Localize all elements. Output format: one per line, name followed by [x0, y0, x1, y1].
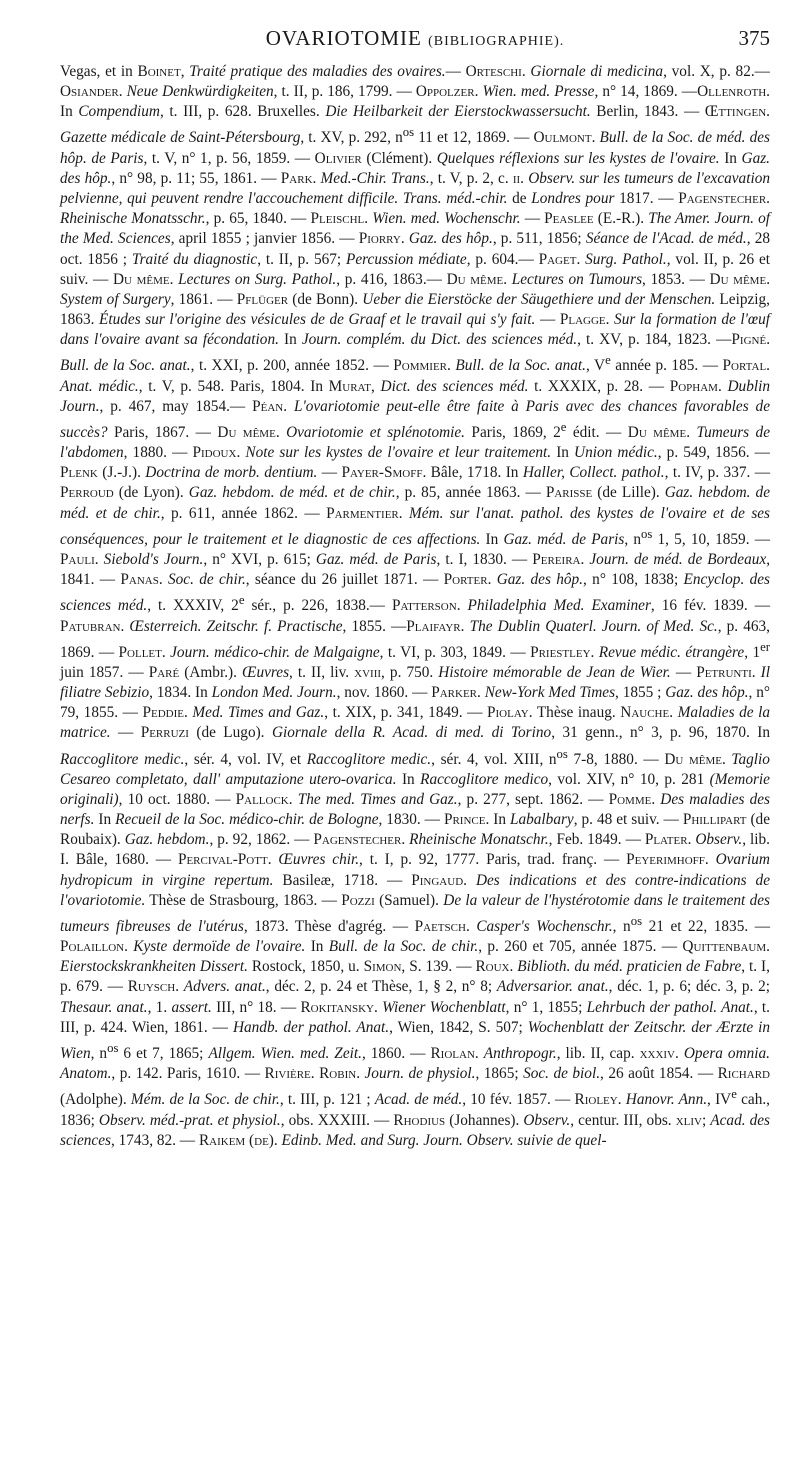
page-title-main: OVARIOTOMIE — [265, 26, 422, 50]
running-head — [60, 26, 770, 54]
bibliography-text: Vegas, et in Boinet, Traité pratique des maladies des ovaires.— Orteschi. Giornale di medicina, vol. X, p. 82.— Osiander. Neue Denkwürdigkeiten, t. II, p. 186, 1799. — Oppolzer. Wien. med. Presse, n° 14, 1869. —Ollenroth. In Compendium, t. III, p. 628. Bruxelles. Die Heilbarkeit der Eierstockwassersucht. Berlin, 1843. — Œttingen. Gazette médicale de Saint-Pétersbourg, t. XV, p. 292, $n^{os}$ 11 et 12, 1869. — Oulmont. Bull. de la Soc. de méd. des hôp. de Paris, t. V, n° 1, p. 56, 1859. — Olivier (Clément). Quelques réflexions sur les kystes de l'ovaire. In Gaz. des hôp., n° 98, p. 11; 55, 1861. — Park. Med.-Chir. Trans., t. V, p. 2, c. ii. Observ. sur les tumeurs de l'excavation pelvienne, qui peuvent rendre l'accouchement difficile. Trans. méd.-chir. de Londres pour 1817. — Pagenstecher. Rheinische Monatsschr., p. 65, 1840. — Pleischl. Wien. med. Wochenschr. — Peaslee (E.-R.). The Amer. Journ. of the Med. Sciences, april 1855 ; janvier 1856. — Piorry. Gaz. des hôp., p. 511, 1856; Séance de l'Acad. de méd., 28 oct. 1856 ; Traité du diagnostic, t. II, p. 567; Percussion médiate, p. 604.— Paget. Surg. Pathol., vol. II, p. 26 et suiv. — Du même. Lectures on Surg. Pathol., p. 416, 1863.— Du même. Lectures on Tumours, 1853. — Du même. System of Surgery, 1861. — Pflüger (de Bonn). Ueber die Eierstöcke der Säugethiere und der Menschen. Leipzig, 1863. Études sur l'origine des vésicules de de Graaf et le travail qui s'y fait. — Plagge. Sur la formation de l'œuf dans l'ovaire avant sa fécondation. In Journ. complém. du Dict. des sciences méd., t. XV, p. 184, 1823. —Pigné. Bull. de la Soc. anat., t. XXI, p. 200, année 1852. — Pommier. Bull. de la Soc. anat., Ve année p. 185. — Portal. Anat. médic., t. V, p. 548. Paris, 1804. In Murat, Dict. des sciences méd. t. XXXIX, p. 28. — Popham. Dublin Journ., p. 467, may 1854.— Péan. L'ovariotomie peut-elle être faite à Paris avec des chances favorables de succès? Paris, 1867. — Du même. Ovariotomie et splénotomie. Paris, 1869, 2e édit. — Du même. Tumeurs de l'abdomen, 1880. — Pidoux. Note sur les kystes de l'ovaire et leur traitement. In Union médic., p. 549, 1856. — Plenk (J.-J.). Doctrina de morb. dentium. — Payer-Smoff. Bâle, 1718. In Haller, Collect. pathol., t. IV, p. 337. — Perroud (de Lyon). Gaz. hebdom. de méd. et de chir., p. 85, année 1863. — Parisse (de Lille). Gaz. hebdom. de méd. et de chir., p. 611, année 1862. — Parmentier. Mém. sur l'anat. pathol. des kystes de l'ovaire et de ses conséquences, pour le traitement et le diagnostic de ces affections. In Gaz. méd. de Paris, $n^{os}$ 1, 5, 10, 1859. — Pauli. Siebold's Journ., n° XVI, p. 615; Gaz. méd. de Paris, t. I, 1830. — Pereira. Journ. de méd. de Bordeaux, 1841. — Panas. Soc. de chir., séance du 26 juillet 1871. — Porter. Gaz. des hôp., n° 108, 1838; Encyclop. des sciences méd., t. XXXIV, 2e sér., p. 226, 1838.— Patterson. Philadelphia Med. Examiner, 16 fév. 1839. — Patubran. Œsterreich. Zeitschr. f. Practische, 1855. —Plaifayr. The Dublin Quaterl. Journ. of Med. Sc., p. 463, 1869. — Pollet. Journ. médico-chir. de Malgaigne, t. VI, p. 303, 1849. — Priestley. Revue médic. étrangère, 1er juin 1857. — Paré (Ambr.). Œuvres, t. II, liv. xviii, p. 750. Histoire mémorable de Jean de Wier. — Petrunti. Il filiatre Sebizio, 1834. In London Med. Journ., nov. 1860. — Parker. New-York Med Times, 1855 ; Gaz. des hôp., n° 79, 1855. — Peddie. Med. Times and Gaz., t. XIX, p. 341, 1849. — Piolay. Thèse inaug. Nauche. Maladies de la matrice. — Perruzi (de Lugo). Giornale della R. Acad. di med. di Torino, 31 genn., n° 3, p. 96, 1870. In Raccoglitore medic., sér. 4, vol. IV, et Raccoglitore medic., sér. 4, vol. XIII, $n^{os}$ 7-8, 1880. — Du même. Taglio Cesareo completato, dall' amputazione utero-ovarica. In Raccoglitore medico, vol. XIV, n° 10, p. 281 (Memorie originali), 10 oct. 1880. — Pallock. The med. Times and Gaz., p. 277, sept. 1862. — Pomme. Des maladies des nerfs. In Recueil de la Soc. médico-chir. de Bologne, 1830. — Prince. In Labalbary, p. 48 et suiv. — Phillipart (de Roubaix). Gaz. hebdom., p. 92, 1862. — Pagenstecher. Rheinische Monatschr., Feb. 1849. — Plater. Observ., lib. I. Bâle, 1680. — Percival-Pott. Œuvres chir., t. I, p. 92, 1777. Paris, trad. franç. — Peyerimhoff. Ovarium hydropicum in virgine repertum. Basileæ, 1718. — Pingaud. Des indications et des contre-indications de l'ovariotomie. Thèse de Strasbourg, 1863. — Pozzi (Samuel). De la valeur de l'hystérotomie dans le traitement des tumeurs fibreuses de l'utérus, 1873. Thèse d'agrég. — Paetsch. Casper's Wochenschr., $n^{os}$ 21 et 22, 1835. — Polaillon. Kyste dermoïde de l'ovaire. In Bull. de la Soc. de chir., p. 260 et 705, année 1875. — Quittenbaum. Eierstockskrankheiten Dissert. Rostock, 1850, u. Simon, S. 139. — Roux. Biblioth. du méd. praticien de Fabre, t. I, p. 679. — Ruysch. Advers. anat., déc. 2, p. 24 et Thèse, 1, § 2, n° 8; Adversarior. anat., déc. 1, p. 6; déc. 3, p. 2; Thesaur. anat., 1. assert. III, n° 18. — Rokitansky. Wiener Wochenblatt, n° 1, 1855; Lehrbuch der pathol. Anat., t. III, p. 424. Wien, 1861. — Handb. der pathol. Anat., Wien, 1842, S. 507; Wochenblatt der Zeitschr. der Ærzte in Wien, $n^{os}$ 6 et 7, 1865; Allgem. Wien. med. Zeit., 1860. — Riolan. Anthropogr., lib. II, cap. xxxiv. Opera omnia. Anatom., p. 142. Paris, 1610. — Rivière. Robin. Journ. de physiol., 1865; Soc. de biol., 26 août 1854. — Richard (Adolphe). Mém. de la Soc. de chir., t. III, p. 121 ; Acad. de méd., 10 fév. 1857. — Rioley. Hanovr. Ann., IVe cah., 1836; Observ. méd.-prat. et physiol., obs. XXXIII. — Rhodius (Johannes). Observ., centur. III, obs. xliv; Acad. des sciences, 1743, 82. — Raikem (de). Edinb. Med. and Surg. Journ. Observ. suivie de quel- — [60, 63, 771, 1149]
page-number: 375 — [738, 26, 770, 50]
page-title — [60, 26, 770, 51]
page-title-subtitle: (BIBLIOGRAPHIE). — [428, 34, 565, 49]
